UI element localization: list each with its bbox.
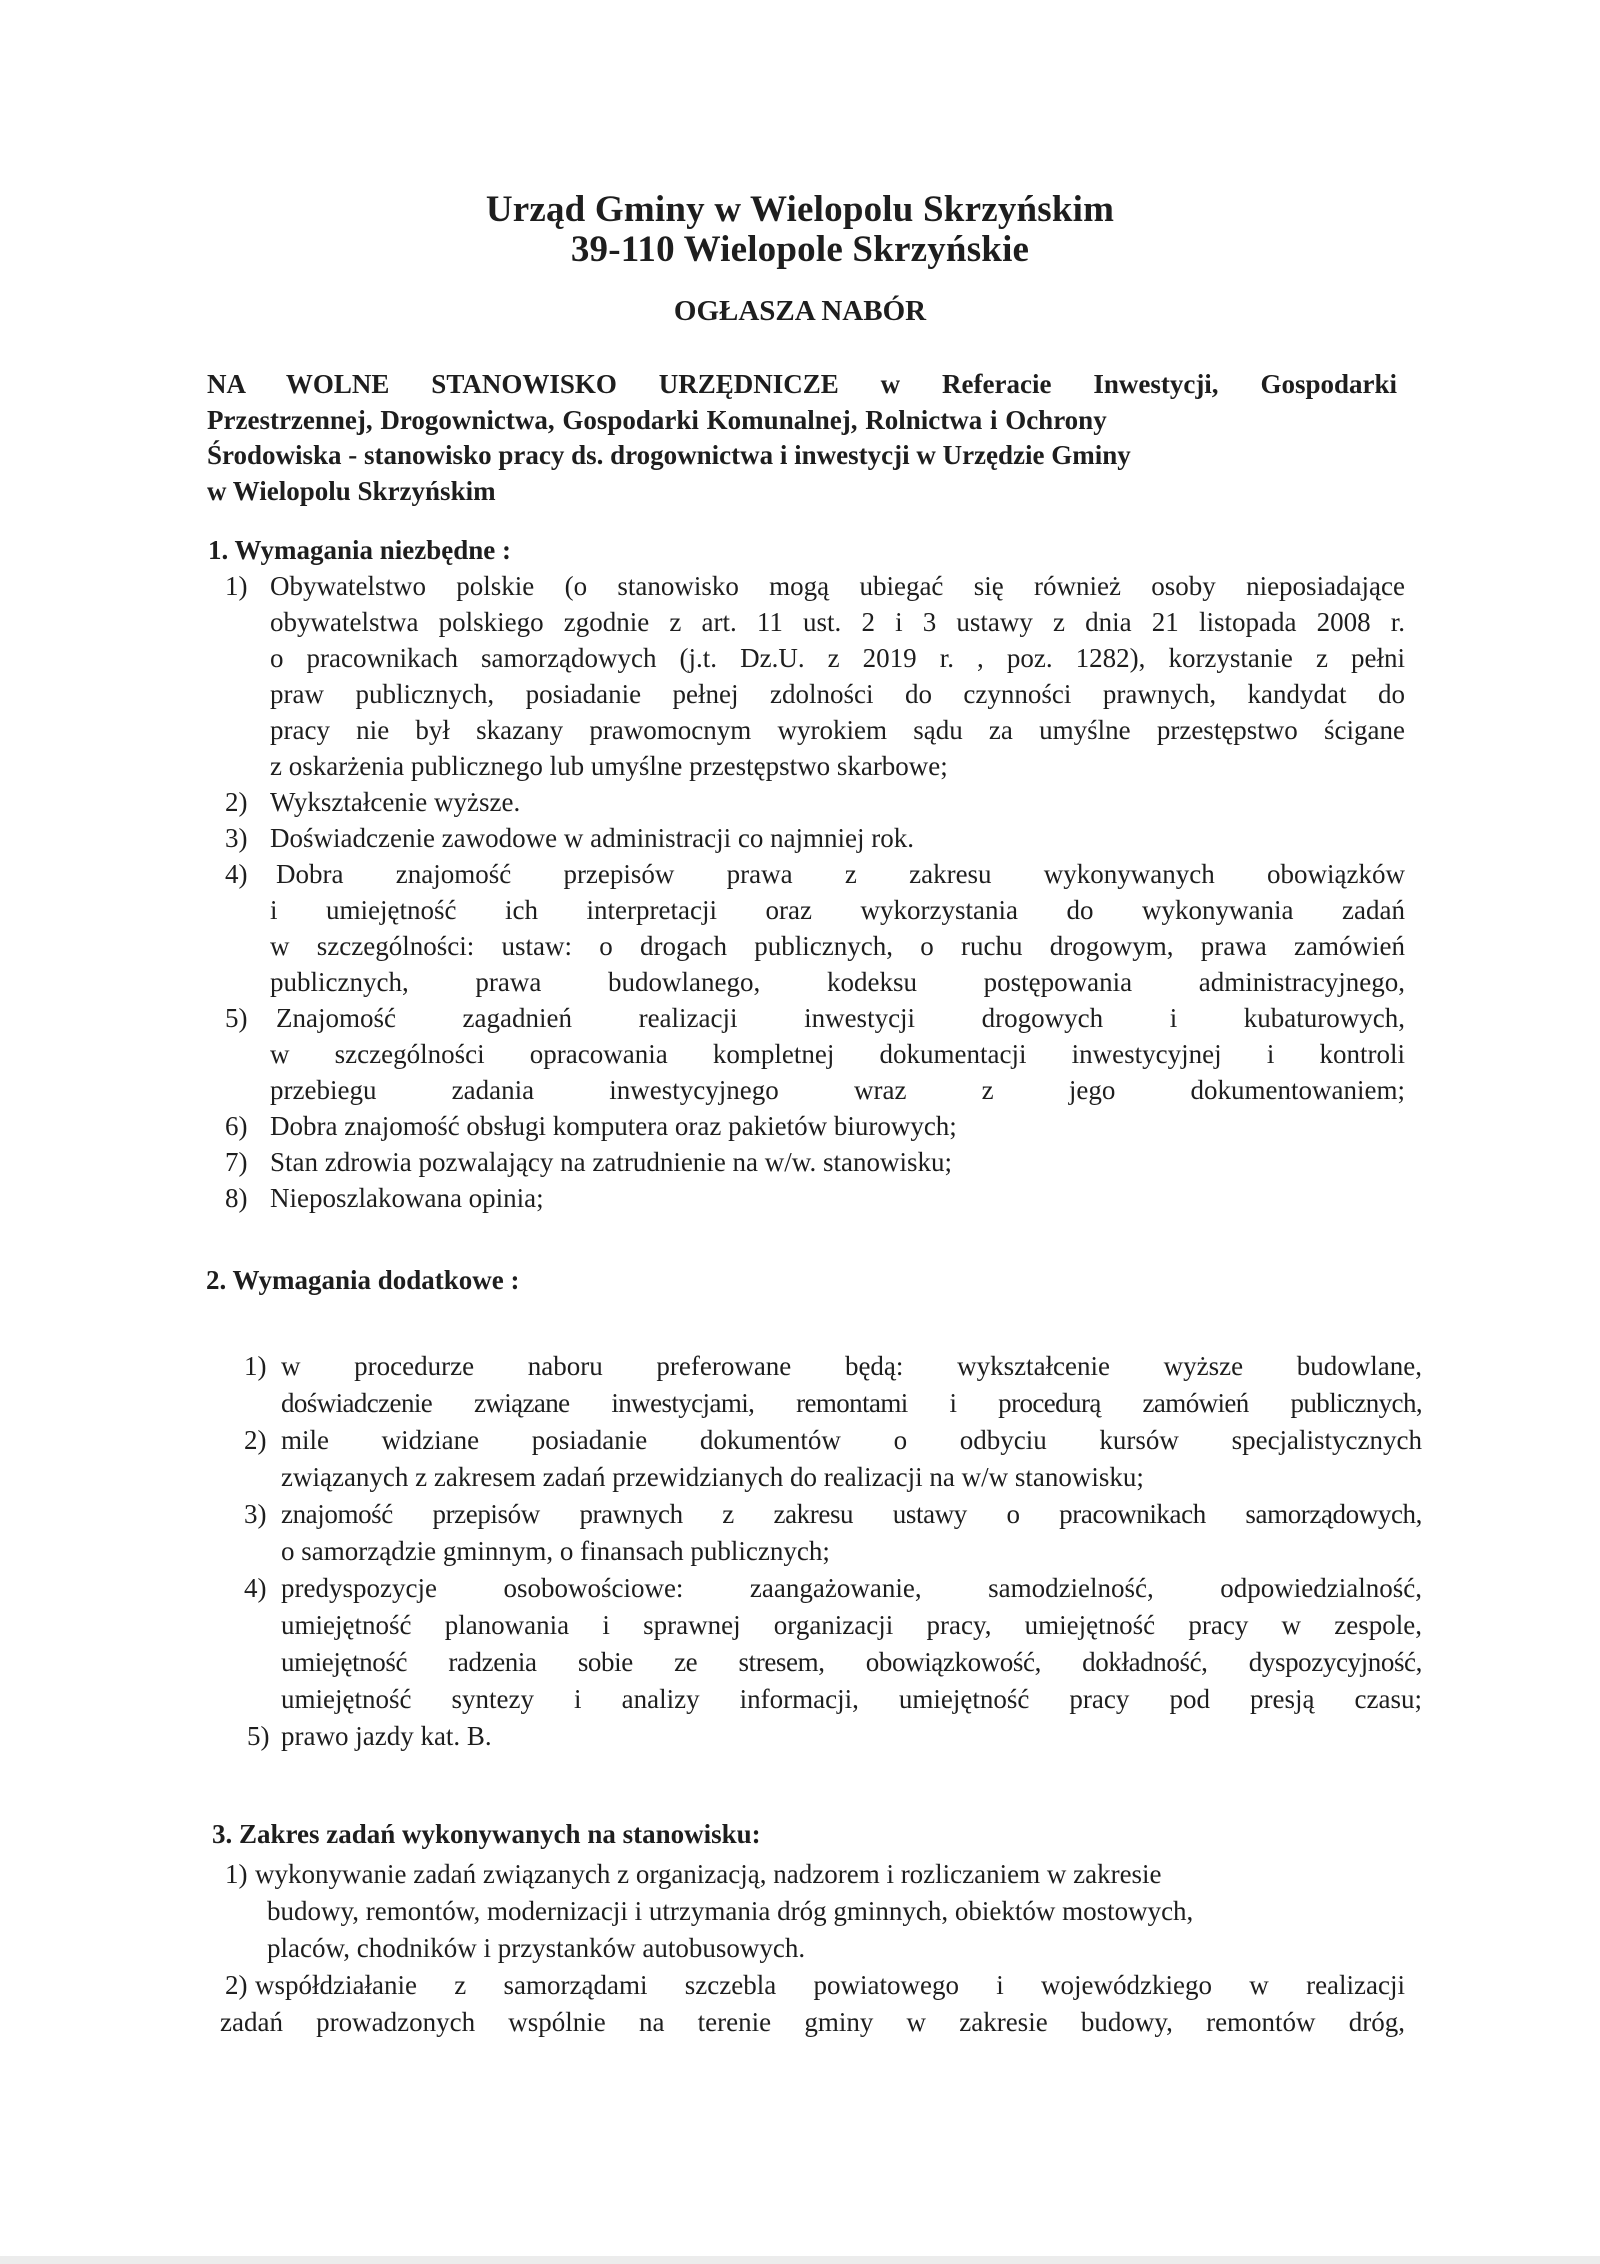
item-number: 3) <box>225 823 248 853</box>
item-number: 1) <box>244 1351 267 1381</box>
announcement-title: OGŁASZA NABÓR <box>673 295 927 327</box>
item-line: o samorządzie gminnym, o finansach publicznych; <box>281 1536 830 1566</box>
list-item <box>225 1144 1405 1180</box>
item-line: Wykształcenie wyższe. <box>270 787 521 817</box>
item-line: o pracownikach samorządowych (j.t. Dz.U. z 2019 r. , poz. 1282), korzystanie z pełni <box>270 643 1405 673</box>
item-line: znajomość przepisów prawnych z zakresu ustawy o pracownikach samorządowych, <box>281 1499 1422 1529</box>
item-line: w procedurze naboru preferowane będą: wykształcenie wyższe budowlane, <box>281 1351 1422 1381</box>
list-item <box>244 1422 1422 1496</box>
item-number: 4) <box>225 859 248 889</box>
item-line: przebiegu zadania inwestycyjnego wraz z jego dokumentowaniem; <box>270 1075 1405 1105</box>
item-line: wykonywanie zadań związanych z organizacją, nadzorem i rozliczaniem w zakresie <box>255 1859 1162 1889</box>
list-item <box>244 1570 1422 1718</box>
tasks-list <box>220 1856 1405 2041</box>
item-number: 8) <box>225 1183 248 1213</box>
list-item <box>247 1718 1422 1755</box>
item-line: i umiejętność ich interpretacji oraz wykorzystania do wykonywania zadań <box>270 895 1405 925</box>
item-line: doświadczenie związane inwestycjami, remontami i procedurą zamówień publicznych, <box>281 1388 1422 1418</box>
item-line: Stan zdrowia pozwalający na zatrudnienie na w/w. stanowisku; <box>270 1147 953 1177</box>
item-number: 5) <box>247 1721 270 1751</box>
item-line: prawo jazdy kat. B. <box>281 1721 492 1751</box>
item-line: w szczególności opracowania kompletnej dokumentacji inwestycyjnej i kontroli <box>270 1039 1405 1069</box>
item-line: predyspozycje osobowościowe: zaangażowanie, samodzielność, odpowiedzialność, <box>281 1573 1422 1603</box>
item-line: z oskarżenia publicznego lub umyślne przestępstwo skarbowe; <box>270 751 948 781</box>
item-number: 4) <box>244 1573 267 1603</box>
list-item <box>225 1180 1405 1216</box>
list-item <box>225 820 1405 856</box>
scan-edge <box>0 2256 1600 2264</box>
item-line: związanych z zakresem zadań przewidzianych do realizacji na w/w stanowisku; <box>281 1462 1144 1492</box>
list-item <box>244 1348 1422 1422</box>
section-heading-additional: 2. Wymagania dodatkowe : <box>206 1265 520 1295</box>
item-number: 2) <box>225 1970 248 2000</box>
item-line: placów, chodników i przystanków autobusowych. <box>267 1933 806 1963</box>
item-line: publicznych, prawa budowlanego, kodeksu postępowania administracyjnego, <box>270 967 1405 997</box>
position-description <box>207 367 1397 509</box>
list-item <box>220 1967 1405 2041</box>
item-line: umiejętność planowania i sprawnej organizacji pracy, umiejętność pracy w zespole, <box>281 1610 1422 1640</box>
item-number: 1) <box>225 571 248 601</box>
list-item <box>225 1108 1405 1144</box>
list-item <box>225 1856 1405 1967</box>
office-name: Urząd Gminy w Wielopolu Skrzyńskim <box>485 189 1115 230</box>
list-item <box>225 1000 1405 1108</box>
item-line: w szczególności: ustaw: o drogach publicznych, o ruchu drogowym, prawa zamówień <box>270 931 1405 961</box>
item-line: Obywatelstwo polskie (o stanowisko mogą ubiegać się również osoby nieposiadające <box>270 571 1405 601</box>
item-line: umiejętność radzenia sobie ze stresem, obowiązkowość, dokładność, dyspozycyjność, <box>281 1647 1422 1677</box>
item-line: budowy, remontów, modernizacji i utrzymania dróg gminnych, obiektów mostowych, <box>267 1896 1194 1926</box>
item-line: współdziałanie z samorządami szczebla powiatowego i wojewódzkiego w realizacji <box>255 1970 1405 2000</box>
item-line: praw publicznych, posiadanie pełnej zdolności do czynności prawnych, kandydat do <box>270 679 1405 709</box>
list-item <box>225 568 1405 784</box>
list-item <box>244 1496 1422 1570</box>
item-line: Dobra znajomość przepisów prawa z zakresu wykonywanych obowiązków <box>276 859 1405 889</box>
item-line: Nieposzlakowana opinia; <box>270 1183 544 1213</box>
item-number: 6) <box>225 1111 248 1141</box>
item-line: Dobra znajomość obsługi komputera oraz pakietów biurowych; <box>270 1111 957 1141</box>
section-heading-tasks: 3. Zakres zadań wykonywanych na stanowisku: <box>212 1819 761 1849</box>
item-line: pracy nie był skazany prawomocnym wyrokiem sądu za umyślne przestępstwo ścigane <box>270 715 1405 745</box>
item-line: mile widziane posiadanie dokumentów o odbyciu kursów specjalistycznych <box>281 1425 1422 1455</box>
item-line: Znajomość zagadnień realizacji inwestycji drogowych i kubaturowych, <box>276 1003 1405 1033</box>
item-number: 2) <box>244 1425 267 1455</box>
office-address: 39-110 Wielopole Skrzyńskie <box>570 229 1030 270</box>
item-number: 2) <box>225 787 248 817</box>
additional-list <box>244 1348 1422 1755</box>
intro-line: Przestrzennej, Drogownictwa, Gospodarki Komunalnej, Rolnictwa i Ochrony <box>207 404 1107 435</box>
item-line: zadań prowadzonych wspólnie na terenie gminy w zakresie budowy, remontów dróg, <box>220 2007 1405 2037</box>
required-list <box>225 568 1405 1216</box>
item-number: 1) <box>225 1859 248 1889</box>
section-heading-required: 1. Wymagania niezbędne : <box>208 535 512 565</box>
list-item <box>225 856 1405 1000</box>
item-line: Doświadczenie zawodowe w administracji co najmniej rok. <box>270 823 915 853</box>
item-number: 7) <box>225 1147 248 1177</box>
intro-line: w Wielopolu Skrzyńskim <box>207 475 496 506</box>
intro-line: NA WOLNE STANOWISKO URZĘDNICZE w Referacie Inwestycji, Gospodarki <box>207 369 1397 399</box>
item-line: obywatelstwa polskiego zgodnie z art. 11 ust. 2 i 3 ustawy z dnia 21 listopada 2008 r. <box>270 607 1405 637</box>
list-item <box>225 784 1405 820</box>
item-number: 3) <box>244 1499 267 1529</box>
intro-line: Środowiska - stanowisko pracy ds. drogownictwa i inwestycji w Urzędzie Gminy <box>207 440 1131 470</box>
item-number: 5) <box>225 1003 248 1033</box>
item-line: umiejętność syntezy i analizy informacji, umiejętność pracy pod presją czasu; <box>281 1684 1422 1714</box>
